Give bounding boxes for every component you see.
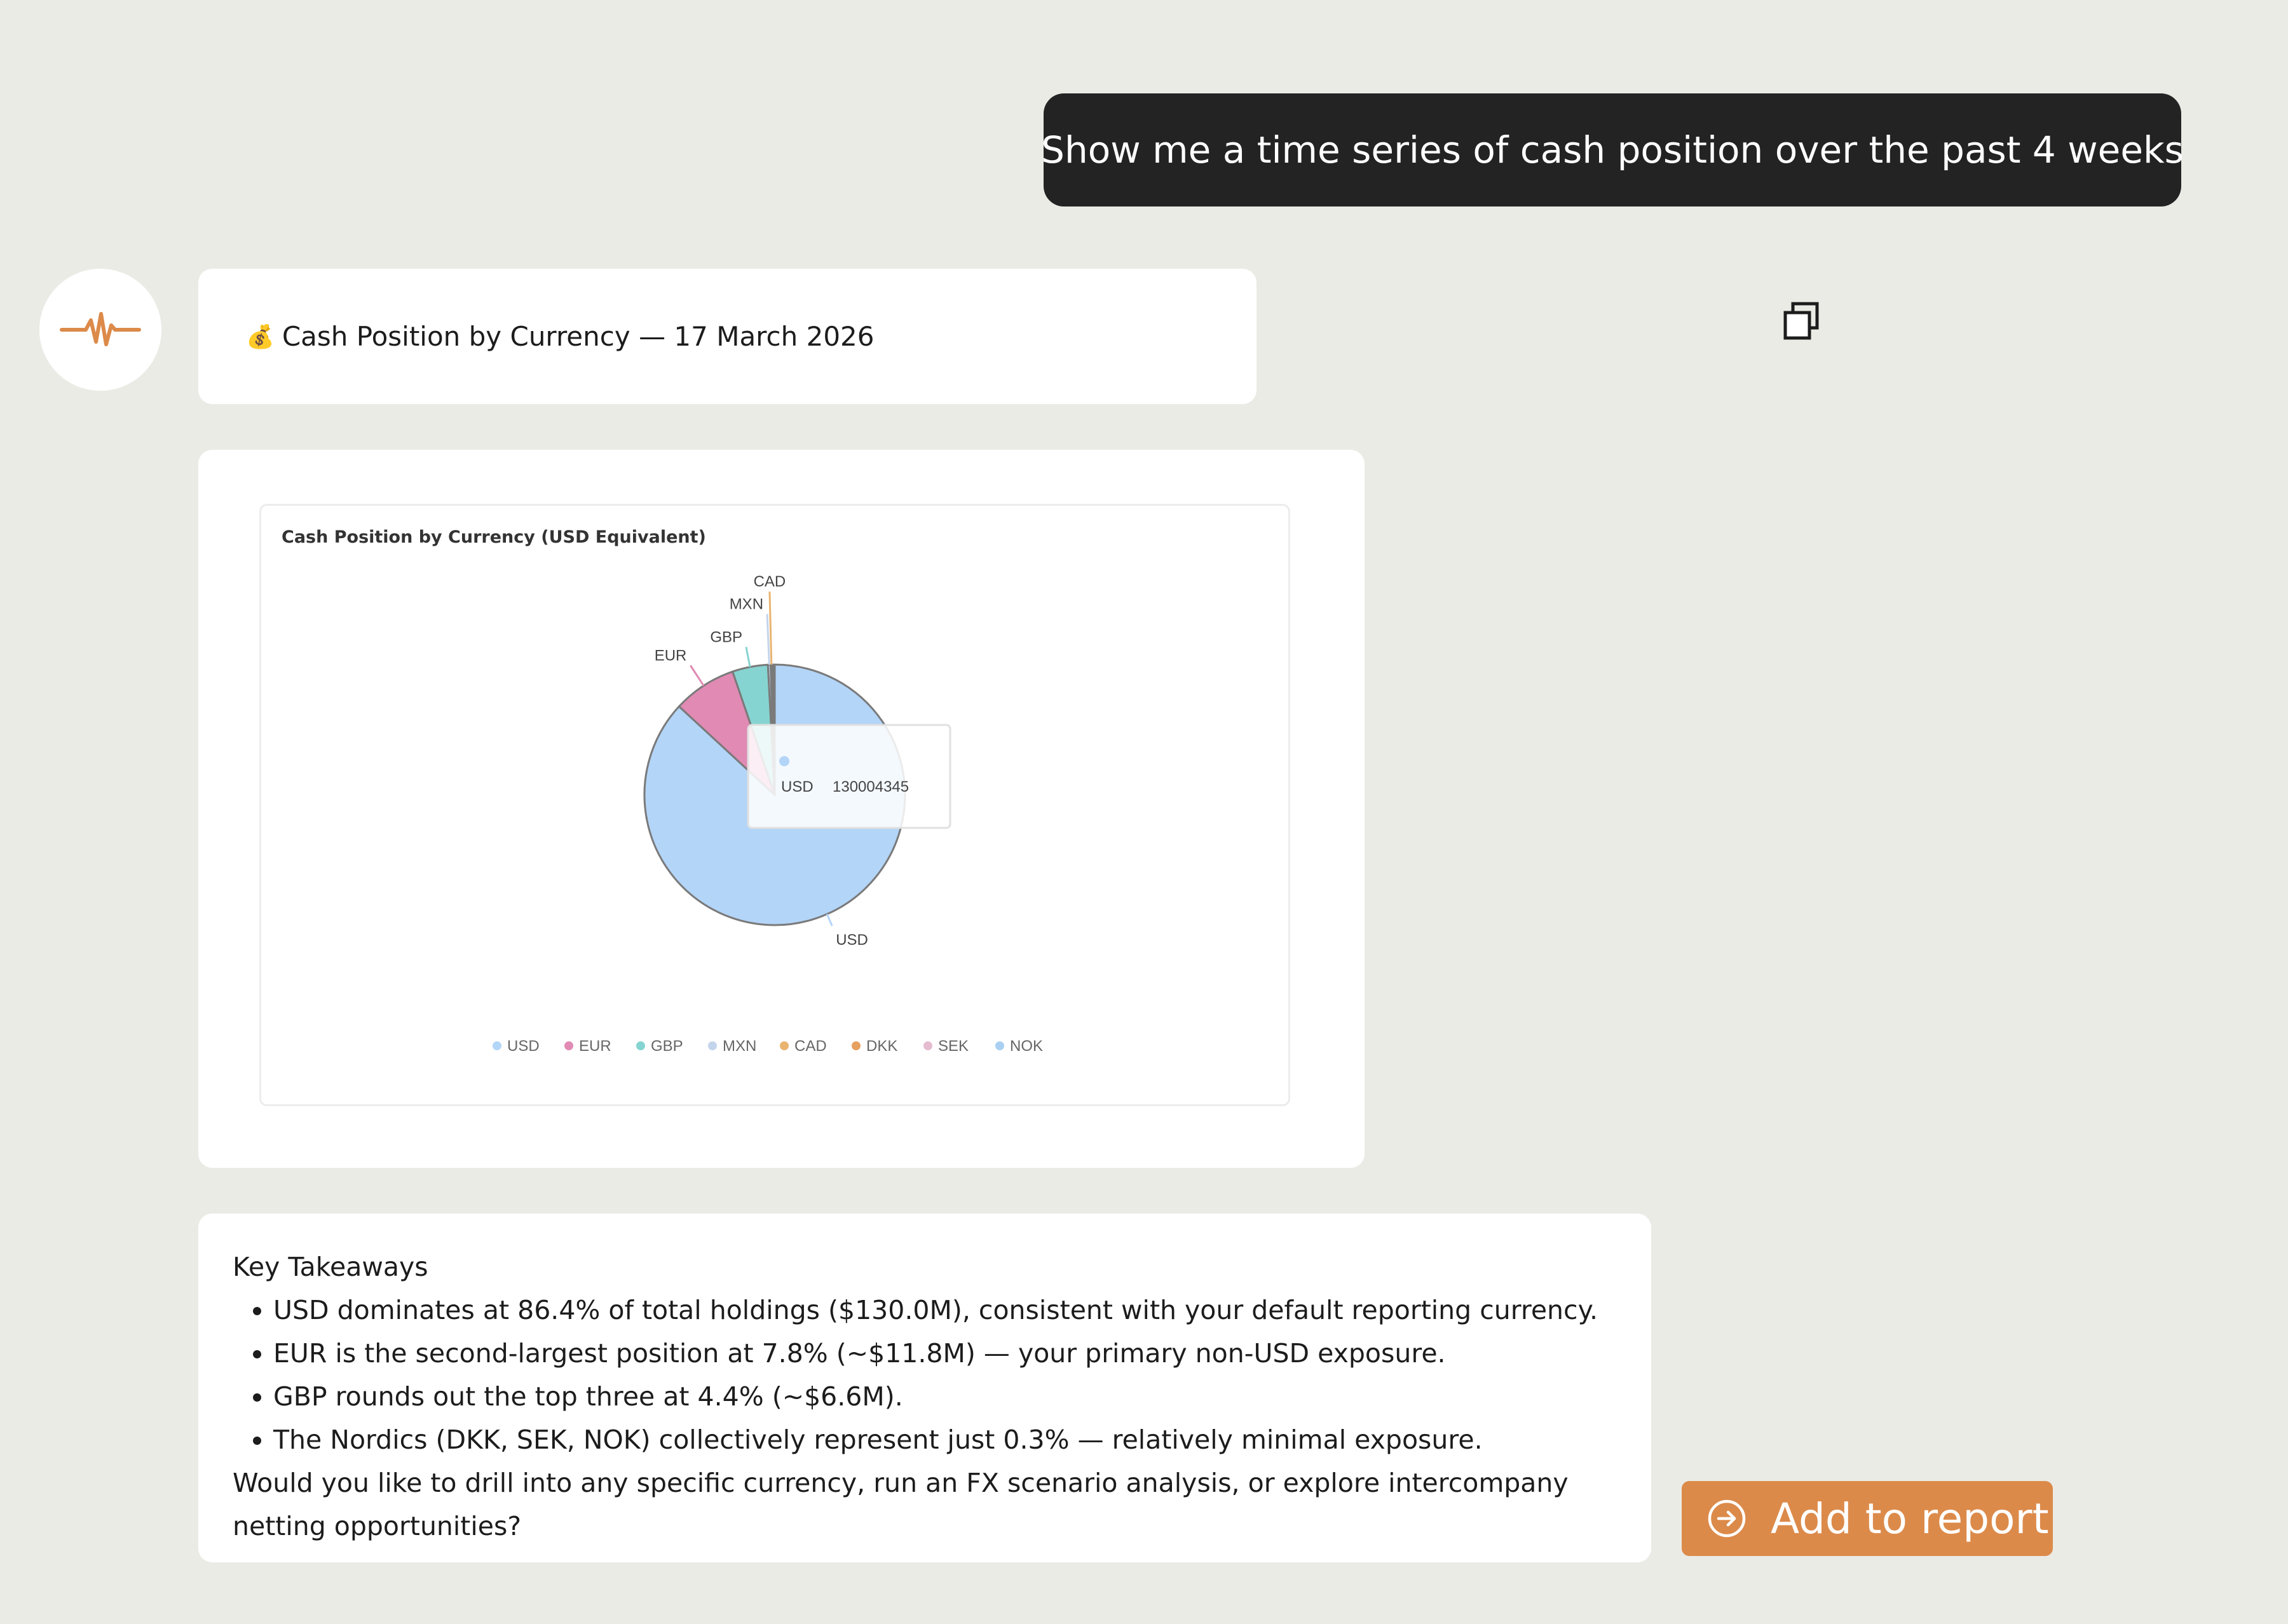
pie-chart bbox=[261, 506, 1288, 1104]
legend-dot-eur bbox=[564, 1041, 573, 1050]
legend-item-eur[interactable]: EUR bbox=[579, 1038, 611, 1055]
pie-leader-mxn bbox=[767, 614, 769, 665]
legend-item-sek[interactable]: SEK bbox=[938, 1038, 969, 1055]
pie-leader-gbp bbox=[746, 647, 750, 667]
legend-item-nok[interactable]: NOK bbox=[1010, 1038, 1044, 1055]
chart-title: Cash Position by Currency (USD Equivalent) bbox=[282, 527, 706, 547]
pie-label-usd: USD bbox=[836, 931, 868, 949]
money-bag-icon: 💰 bbox=[246, 323, 275, 350]
takeaway-item: • EUR is the second-largest position at 7.8% (~$11.8M) — your primary non-USD exposure. bbox=[273, 1332, 1618, 1375]
arrow-circle-icon bbox=[1707, 1499, 1747, 1538]
takeaway-item: • USD dominates at 86.4% of total holdings ($130.0M), consistent with your default reporting currency. bbox=[273, 1289, 1618, 1332]
pulse-icon bbox=[59, 308, 142, 352]
pie-leader-usd bbox=[827, 914, 832, 926]
takeaways-closing: Would you like to drill into any specific currency, run an FX scenario analysis, or explore intercompany netting opportunities? bbox=[233, 1468, 1569, 1541]
pie-label-mxn: MXN bbox=[729, 595, 764, 613]
legend-dot-usd bbox=[493, 1041, 501, 1050]
user-message-text: Show me a time series of cash position over the past 4 weeks bbox=[1041, 128, 2184, 172]
pie-label-cad: CAD bbox=[753, 573, 786, 591]
legend-item-gbp[interactable]: GBP bbox=[651, 1038, 683, 1055]
pie-label-gbp: GBP bbox=[710, 628, 743, 646]
takeaway-item: • GBP rounds out the top three at 4.4% (~$6.6M). bbox=[273, 1375, 1618, 1418]
response-header-card bbox=[198, 269, 1256, 404]
legend-dot-mxn bbox=[708, 1041, 717, 1050]
takeaway-item: • The Nordics (DKK, SEK, NOK) collectively represent just 0.3% — relatively minimal exposure. bbox=[273, 1418, 1618, 1461]
chart-tooltip bbox=[748, 725, 950, 828]
pie-leader-cad bbox=[770, 592, 772, 665]
legend-item-usd[interactable]: USD bbox=[507, 1038, 540, 1055]
chart-card bbox=[198, 450, 1365, 1168]
legend-item-dkk[interactable]: DKK bbox=[866, 1038, 898, 1055]
takeaways-list bbox=[233, 1289, 1618, 1461]
takeaways-heading: Key Takeaways bbox=[233, 1252, 428, 1282]
copy-icon[interactable] bbox=[1783, 301, 1821, 342]
legend-dot-sek bbox=[923, 1041, 932, 1050]
legend-item-mxn[interactable]: MXN bbox=[723, 1038, 757, 1055]
legend-dot-nok bbox=[995, 1041, 1004, 1050]
legend-item-cad[interactable]: CAD bbox=[794, 1038, 827, 1055]
pie-chart-frame bbox=[259, 504, 1290, 1106]
user-message-bubble bbox=[1041, 93, 2184, 206]
legend-dot-gbp bbox=[636, 1041, 645, 1050]
legend-dot-cad bbox=[780, 1041, 789, 1050]
add-to-report-button[interactable] bbox=[1682, 1481, 2053, 1556]
assistant-avatar bbox=[39, 269, 161, 391]
tooltip-series-name: USD bbox=[781, 778, 814, 795]
response-header-title: Cash Position by Currency — 17 March 2026 bbox=[282, 321, 875, 352]
pie-label-eur: EUR bbox=[654, 647, 687, 665]
takeaways-card bbox=[198, 1214, 1651, 1562]
pie-leader-eur bbox=[690, 665, 704, 686]
tooltip-value: 130004345 bbox=[833, 778, 909, 795]
tooltip-dot bbox=[779, 756, 789, 766]
add-to-report-label: Add to report bbox=[1771, 1494, 2049, 1543]
legend-dot-dkk bbox=[852, 1041, 861, 1050]
